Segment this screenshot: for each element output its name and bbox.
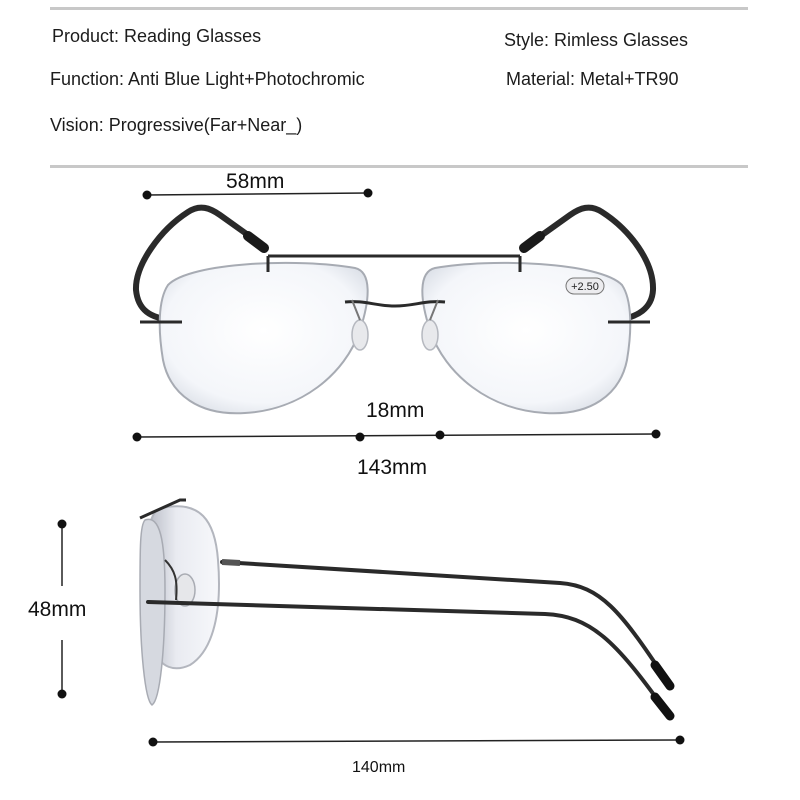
right-nose-pad xyxy=(422,320,438,350)
spec-material: Material: Metal+TR90 xyxy=(506,69,679,89)
lower-temple xyxy=(148,602,665,710)
side-view xyxy=(140,500,670,716)
lens-height-label: 48mm xyxy=(28,598,87,621)
lower-temple-tip xyxy=(655,697,670,716)
spec-vision: Vision: Progressive(Far+Near_) xyxy=(50,115,303,135)
side-lens-back xyxy=(140,519,165,705)
upper-temple-tip xyxy=(655,665,670,686)
right-temple-tip xyxy=(524,236,540,248)
bridge-width-label: 18mm xyxy=(366,399,425,422)
frame-width-line xyxy=(137,434,656,437)
lens-width-label: 58mm xyxy=(226,170,285,193)
front-view xyxy=(136,208,653,414)
temple-length-label: 140mm xyxy=(352,759,406,776)
left-temple-tip xyxy=(248,236,264,248)
spec-style: Style: Rimless Glasses xyxy=(504,30,689,50)
left-lens xyxy=(160,263,368,413)
lens-badge: +2.50 xyxy=(571,281,599,293)
upper-temple xyxy=(222,562,665,678)
frame-width-label: 143mm xyxy=(357,456,428,479)
spec-function: Function: Anti Blue Light+Photochromic xyxy=(50,69,365,89)
left-nose-pad xyxy=(352,320,368,350)
spec-product: Product: Reading Glasses xyxy=(52,26,262,46)
temple-length-line xyxy=(153,740,680,742)
